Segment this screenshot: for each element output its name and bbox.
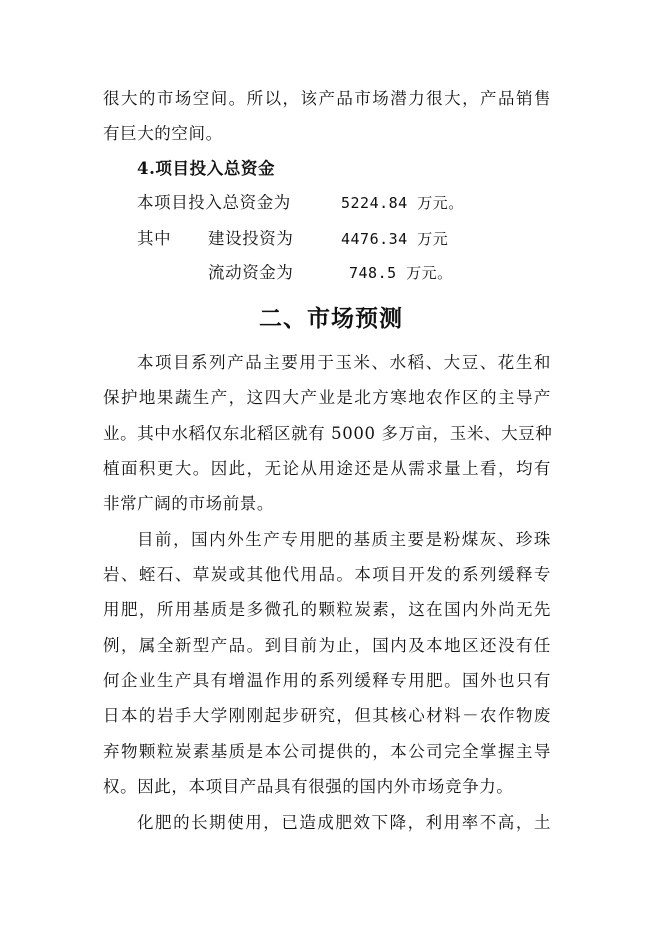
- paragraph-2-line-6: 日本的岩手大学刚刚起步研究，但其核心材料－农作物废: [103, 706, 551, 725]
- intro-line-1: 很大的市场空间。所以，该产品市场潜力很大，产品销售: [103, 89, 551, 108]
- paragraph-1-line-3: 业。其中水稻仅东北稻区就有 5000 多万亩，玉米、大豆种: [103, 424, 553, 443]
- paragraph-2-line-3: 用肥，所用基质是多微孔的颗粒炭素，这在国内外尚无先: [103, 600, 551, 619]
- construction-investment-label: 建设投资为: [208, 229, 294, 248]
- paragraph-2-line-2: 岩、蛭石、草炭或其他代用品。本项目开发的系列缓释专: [103, 565, 551, 584]
- intro-line-2: 有巨大的空间。: [103, 124, 223, 143]
- investment-heading: 4.项目投入总资金: [137, 159, 276, 178]
- paragraph-1-line-2: 保护地果蔬生产，这四大产业是北方寒地农作区的主导产: [103, 388, 551, 407]
- construction-investment-value: 4476.34 万元: [341, 230, 449, 248]
- paragraph-2-line-8: 权。因此，本项目产品具有很强的国内外市场竞争力。: [103, 777, 514, 796]
- working-capital-value: 748.5 万元。: [349, 264, 453, 282]
- paragraph-1-line-1: 本项目系列产品主要用于玉米、水稻、大豆、花生和: [137, 353, 551, 372]
- total-investment-value: 5224.84 万元。: [341, 194, 464, 212]
- paragraph-2-line-1: 目前，国内外生产专用肥的基质主要是粉煤灰、珍珠: [137, 530, 551, 549]
- section-title: 二、市场预测: [259, 306, 403, 332]
- paragraph-1-line-5: 非常广阔的市场前景。: [103, 494, 274, 513]
- working-capital-label: 流动资金为: [208, 263, 294, 282]
- of-which-label: 其中: [137, 229, 172, 248]
- paragraph-2-line-7: 弃物颗粒炭素基质是本公司提供的，本公司完全掌握主导: [103, 742, 551, 761]
- paragraph-1-line-4: 植面积更大。因此，无论从用途还是从需求量上看，均有: [103, 459, 551, 478]
- paragraph-2-line-5: 何企业生产具有增温作用的系列缓释专用肥。国外也只有: [103, 671, 551, 690]
- paragraph-3-line-1: 化肥的长期使用，已造成肥效下降，利用率不高，土: [137, 813, 551, 832]
- paragraph-2-line-4: 例，属全新型产品。到目前为止，国内及本地区还没有任: [103, 636, 551, 655]
- total-investment-label: 本项目投入总资金为: [137, 193, 291, 212]
